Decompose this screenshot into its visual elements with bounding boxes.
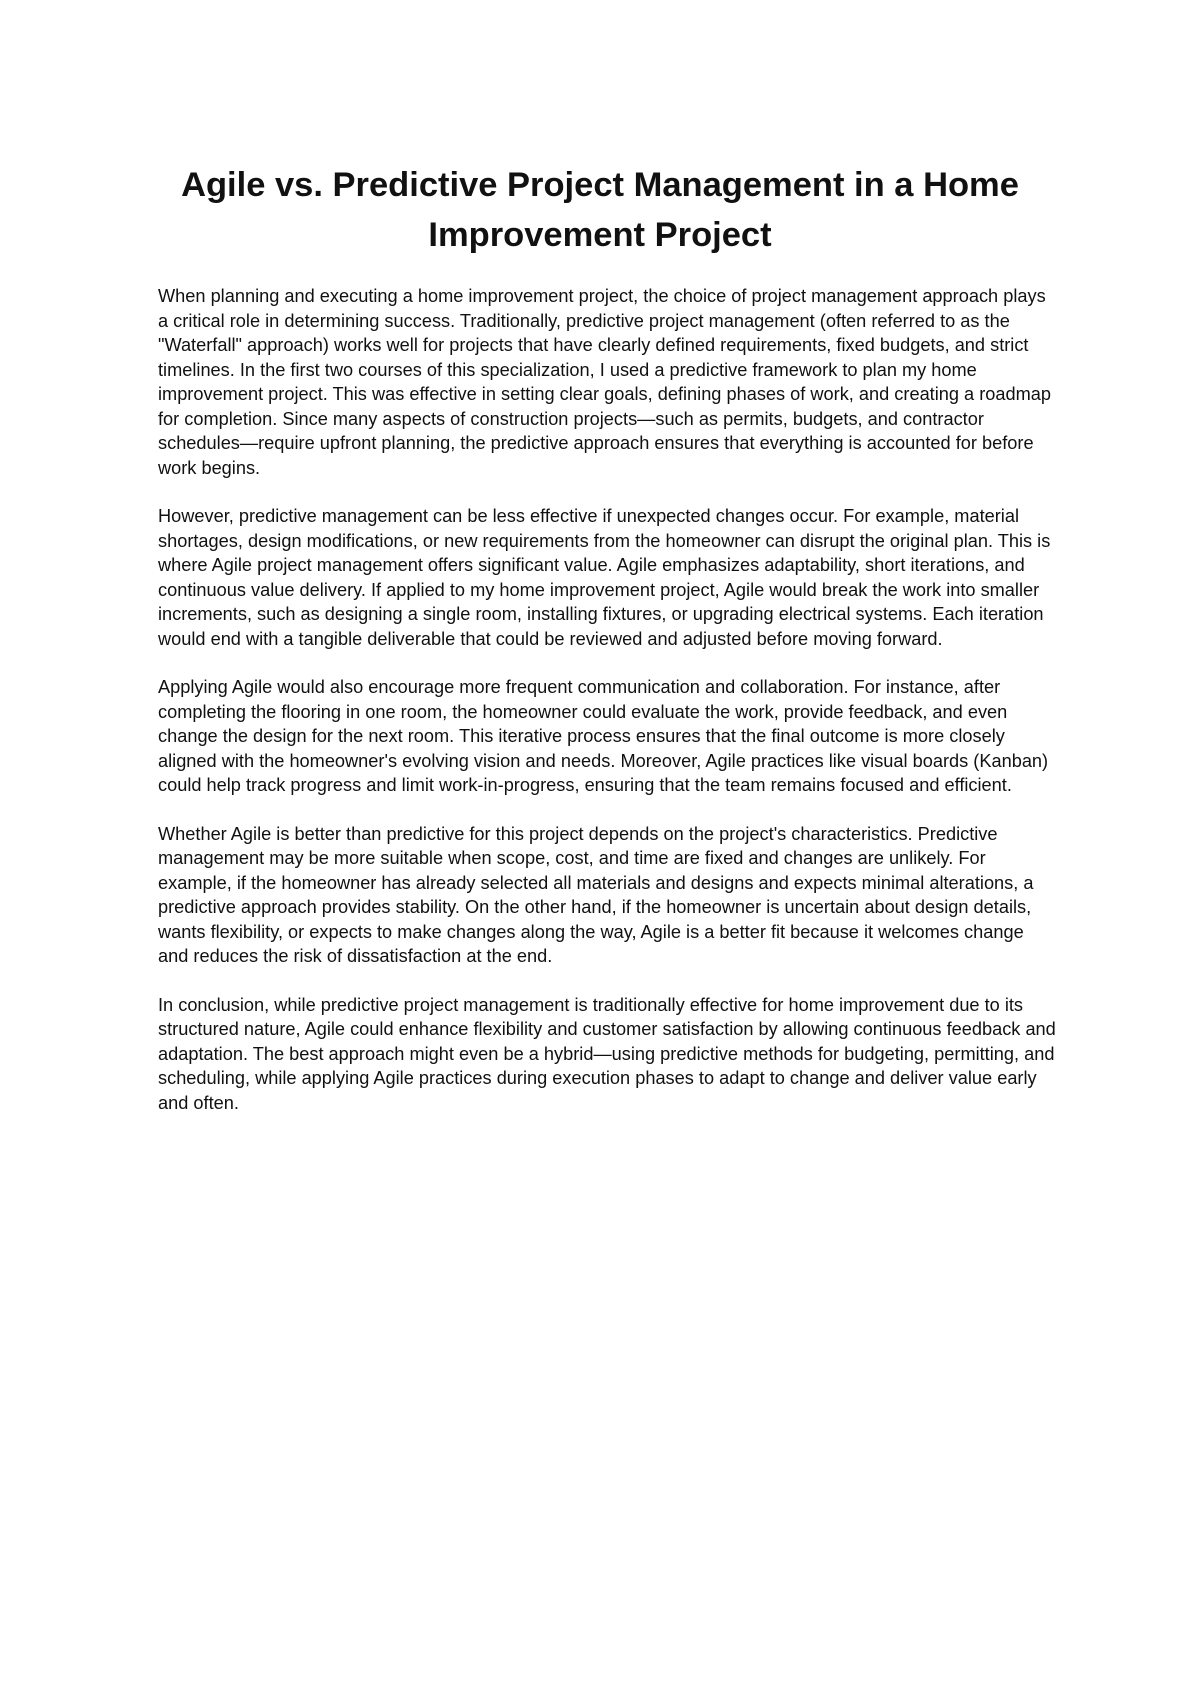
document-title: Agile vs. Predictive Project Management in a Home Improvement Project [181, 166, 1019, 254]
paragraph-communication: Applying Agile would also encourage more frequent communication and collaboration. For instance, after completing the flooring in one room, the homeowner could evaluate the work, provide feedback, and even change the design for the next room. This iterative process ensures that the final outcome is more closely aligned with the homeowner's evolving vision and needs. Moreover, Agile practices like visual boards (Kanban) could help track progress and limit work-in-progress, ensuring that the team remains focused and efficient. [158, 677, 1049, 795]
paragraph-comparison: Whether Agile is better than predictive for this project depends on the project's characteristics. Predictive management may be more suitable when scope, cost, and time are fixed and changes are unlikely. For example, if the homeowner has already selected all materials and designs and expects minimal alterations, a predictive approach provides stability. On the other hand, if the homeowner is uncertain about design details, wants flexibility, or expects to make changes along the way, Agile is a better fit because it welcomes change and reduces the risk of dissatisfaction at the end. [158, 823, 1034, 966]
paragraph-conclusion: In conclusion, while predictive project management is traditionally effective for home improvement due to its structured nature, Agile could enhance flexibility and customer satisfaction by allowing continuous feedback and adaptation. The best approach might even be a hybrid—using predictive methods for budgeting, permitting, and scheduling, while applying Agile practices during execution phases to adapt to change and deliver value early and often. [158, 994, 1056, 1113]
paragraph-introduction: When planning and executing a home improvement project, the choice of project management approach plays a critical role in determining success. Traditionally, predictive project management (often referred to as the "Waterfall" approach) works well for projects that have clearly defined requirements, fixed budgets, and strict timelines. In the first two courses of this specialization, I used a predictive framework to plan my home improvement project. This was effective in setting clear goals, defining phases of work, and creating a roadmap for completion. Since many aspects of construction projects—such as permits, budgets, and contractor schedules—require upfront planning, the predictive approach ensures that everything is accounted for before work begins. [158, 286, 1052, 478]
document-body [158, 284, 1058, 1139]
paragraph-agile-value: However, predictive management can be less effective if unexpected changes occur. For example, material shortages, design modifications, or new requirements from the homeowner can disrupt the original plan. This is where Agile project management offers significant value. Agile emphasizes adaptability, short iterations, and continuous value delivery. If applied to my home improvement project, Agile would break the work into smaller increments, such as designing a single room, installing fixtures, or upgrading electrical systems. Each iteration would end with a tangible deliverable that could be reviewed and adjusted before moving forward. [158, 506, 1051, 649]
